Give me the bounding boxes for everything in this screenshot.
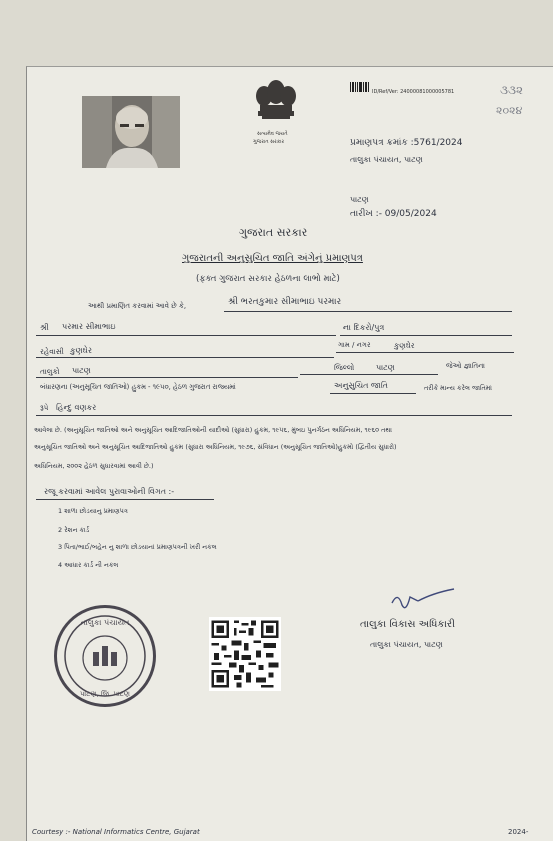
village-line (336, 352, 514, 353)
relation-line (340, 335, 512, 336)
caste-category: અનુસુચિત જાતિ (334, 381, 388, 390)
officer-signature (388, 585, 458, 615)
certificate-number: પ્રમાણપત્ર ક્રમાંક :5761/2024 (350, 138, 463, 148)
svg-text:પાટણ, જિ. પાટણ: પાટણ, જિ. પાટણ (80, 690, 130, 698)
emblem-motto: સત્યમેવ જયતે (257, 131, 288, 137)
caste-category-line (330, 393, 416, 394)
qr-code (209, 617, 281, 691)
caste-prefix: રૂપે (40, 404, 49, 412)
legal-paragraph-1: આવેલા છે. (અનુસૂચિત જાતિઓ અને અનુસૂચિત આદિજાતિઓની યાદીઓ (સુધારા) હુકમ, ૧૯૫૬, મુંબઇ પુનર્ગઠન અધિનિયમ, ૧૯૬૦ તથા (34, 426, 393, 434)
residence-line (36, 357, 334, 358)
father-name-line (36, 335, 336, 336)
svg-text:૩૩૨: ૩૩૨ (500, 83, 524, 97)
legal-paragraph-2: અનુસૂચિત જાતિઓ અને અનુસૂચિત આદિજાતિઓ હુકમ (સુધારા અધિનિયમ, ૧૯૭૬, સંવિધાન (અનુસૂચિત જાતિઓ)હુકમો (દ્વિતીય સુધારો) (34, 443, 397, 451)
issue-date: તારીખ :- 09/05/2024 (350, 209, 437, 219)
certificate-sheet (26, 66, 553, 841)
documents-heading: રજૂ કરવામાં આવેલ પુરાવાઓની વિગત :- (44, 487, 175, 496)
national-emblem-icon (250, 78, 302, 138)
issue-place: પાટણ (350, 195, 369, 204)
document-item: 4 આધાર કાર્ડ ની નકલ (58, 561, 119, 569)
official-seal (54, 605, 156, 707)
government-title: ગુજરાત સરકાર (239, 226, 308, 239)
caste-line (36, 415, 512, 416)
certify-intro: આથી પ્રમાણિત કરવામાં આવે છે કે, (88, 302, 187, 310)
district-label: જિલ્લો (334, 363, 355, 372)
document-item: 1 શાળા છોડયાનુ પ્રમાણપત્ર (58, 507, 128, 515)
order-text-1: બંધારણના (અનુસૂચિત જાતિઓ) હુકમ - ૧૯૫૦, હેઠળ ગુજરાત રાજ્યમાં (40, 383, 236, 391)
residence-value: કુણઘેર (70, 346, 92, 355)
applicant-name: શ્રી ભરતકુમાર સીમાભાઇ પરમાર (228, 297, 342, 307)
officer-designation: તાલુકા વિકાસ અધિકારી (360, 619, 455, 630)
footer-page-mark: 2024- (508, 828, 529, 836)
village-value: કુણઘેર (394, 341, 415, 350)
caste-name: હિન્દુ વણકર (56, 403, 97, 412)
village-label: ગામ / નગર (338, 341, 371, 349)
legal-paragraph-3: અધિનિયમ, ૨૦૦૨ હેઠળ સુધારવામાં આવી છે.) (34, 462, 154, 470)
certificate-subtitle: (ફક્ત ગુજરાત સરકાર હેઠળના લાભો માટે) (196, 274, 340, 284)
emblem-caption: ગુજરાત સરકાર (253, 139, 285, 145)
residence-label: રહેવાસી (40, 347, 64, 356)
footer-courtesy: Courtesy :- National Informatics Centre, Gujarat (32, 828, 200, 836)
document-item: 2 રેશન કાર્ડ (58, 526, 90, 534)
shri-label: શ્રી (40, 323, 49, 332)
whose-caste-text: જેઓ જ્ઞાતિના (446, 362, 486, 370)
certificate-title: ગુજરાતની અનુસુચિત જાતિ અંગેનું પ્રમાણપત્ર (182, 253, 363, 264)
taluka-value: પાટણ (72, 366, 91, 375)
svg-text:૨૦૨૪: ૨૦૨૪ (496, 104, 523, 117)
svg-text:તાલુકા પંચાયત: તાલુકા પંચાયત (80, 618, 130, 627)
applicant-name-line (224, 311, 512, 312)
document-item: 3 પિતા/ભાઈ/બહેન નુ શાળા છોડયાનાં પ્રમાણપત્રની ખરી નકલ (58, 543, 217, 551)
father-name: પરમાર સીમાભાઇ (62, 322, 116, 331)
documents-heading-line (36, 499, 214, 500)
order-text-2: તરીકે માન્ય કરેલ જાતિમાં (424, 384, 492, 392)
issuing-office: તાલુકા પંચાયત, પાટણ (350, 155, 423, 164)
district-line (300, 374, 438, 375)
officer-office: તાલુકા પંચાયત, પાટણ (370, 640, 443, 649)
taluka-label: તાલુકો (40, 367, 60, 376)
taluka-line (36, 377, 298, 378)
applicant-photo (82, 96, 180, 168)
relation-text: ના દિકરો/પુત્ર (343, 323, 385, 332)
district-value: પાટણ (376, 363, 395, 372)
barcode-text: ID/Ref/Ver: 24000081000005781 (372, 89, 455, 95)
handwritten-note (494, 80, 546, 120)
